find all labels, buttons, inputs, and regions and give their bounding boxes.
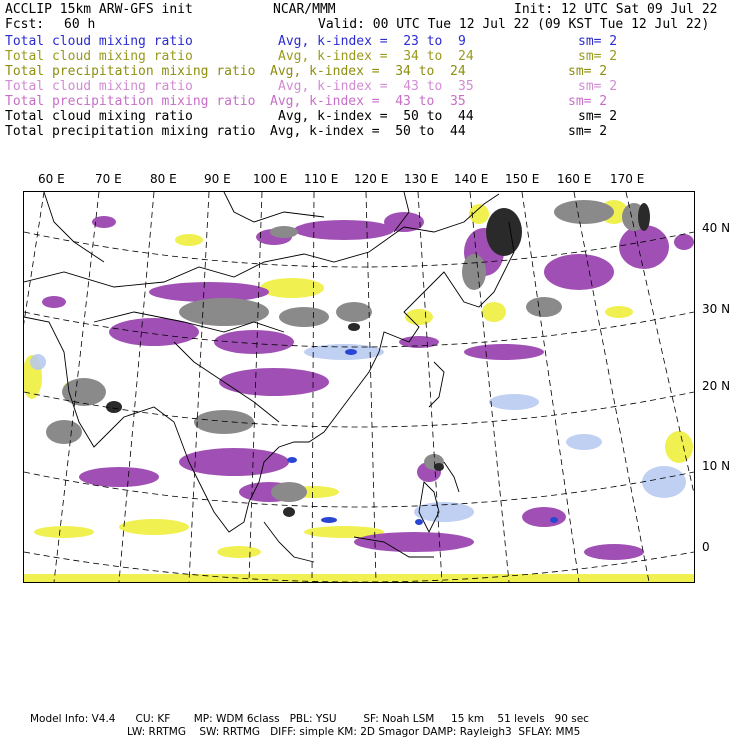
lon-label: 130 E [404,172,439,186]
legend-field: Total precipitation mixing ratio [5,94,256,109]
graticule [24,192,694,582]
forecast-map[interactable] [23,191,695,583]
model-info-line1: Model Info: V4.4 CU: KF MP: WDM 6class PBL: YSU SF: Noah LSM 15 km 51 levels 90 sec [30,713,589,725]
lon-label: 160 E [557,172,592,186]
legend-range: Avg, k-index = 50 to 44 [270,124,466,139]
lat-label: 40 N [702,221,731,235]
legend-range: Avg, k-index = 34 to 24 [278,49,474,64]
lon-label: 70 E [95,172,122,186]
map-canvas [24,192,694,582]
lon-label: 110 E [304,172,339,186]
legend-range: Avg, k-index = 43 to 35 [270,94,466,109]
lon-label: 140 E [454,172,489,186]
legend-range: Avg, k-index = 34 to 24 [270,64,466,79]
lon-label: 90 E [204,172,231,186]
dark-core-areas [106,203,650,517]
light-blue-areas [30,344,686,522]
legend-field: Total cloud mixing ratio [5,49,193,64]
legend-sm: sm= 2 [578,49,618,64]
lon-label: 170 E [610,172,645,186]
legend-sm: sm= 2 [578,34,618,49]
org-label: NCAR/MMM [273,2,336,17]
legend-sm: sm= 2 [578,79,618,94]
lon-label: 120 E [354,172,389,186]
fcst-value: 60 h [64,17,96,32]
lat-label: 30 N [702,302,731,316]
blue-areas [287,349,558,525]
lat-label: 20 N [702,379,731,393]
legend-sm: sm= 2 [568,124,608,139]
legend-field: Total cloud mixing ratio [5,34,193,49]
model-info-line2: LW: RRTMG SW: RRTMG DIFF: simple KM: 2D Smagor DAMP: Rayleigh3 SFLAY: MM5 [127,726,581,738]
lon-label: 60 E [38,172,65,186]
legend-field: Total cloud mixing ratio [5,79,193,94]
lon-label: 150 E [505,172,540,186]
legend-field: Total cloud mixing ratio [5,109,193,124]
lon-label: 100 E [253,172,288,186]
valid-time: Valid: 00 UTC Tue 12 Jul 22 (09 KST Tue 12 Jul 22) [318,17,710,32]
legend-range: Avg, k-index = 43 to 35 [278,79,474,94]
lon-label: 80 E [150,172,177,186]
legend-sm: sm= 2 [568,94,608,109]
model-title: ACCLIP 15km ARW-GFS init [5,2,193,17]
legend-sm: sm= 2 [578,109,618,124]
fcst-label: Fcst: [5,17,45,32]
lat-label: 10 N [702,459,731,473]
legend-field: Total precipitation mixing ratio [5,64,256,79]
legend-range: Avg, k-index = 23 to 9 [278,34,466,49]
init-time: Init: 12 UTC Sat 09 Jul 22 [514,2,718,17]
legend-sm: sm= 2 [568,64,608,79]
lat-label: 0 [702,540,710,554]
legend-range: Avg, k-index = 50 to 44 [278,109,474,124]
legend-field: Total precipitation mixing ratio [5,124,256,139]
